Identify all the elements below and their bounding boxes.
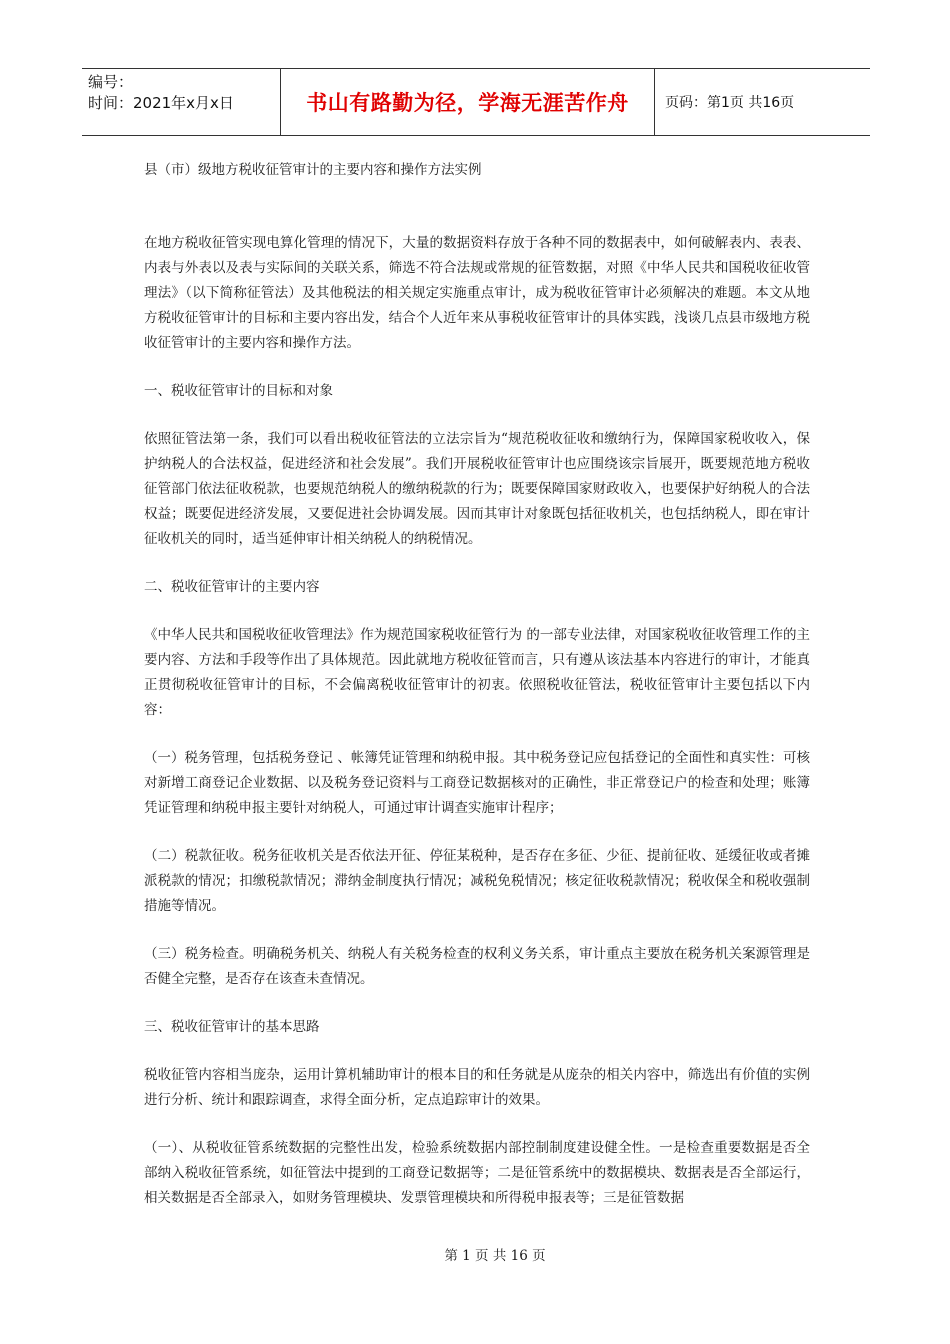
section-heading: 三、税收征管审计的基本思路 bbox=[144, 1019, 320, 1035]
page-footer-number: 第 1 页 共 16 页 bbox=[444, 1248, 546, 1264]
paragraph: （三）税务检查。明确税务机关、纳税人有关税务检查的权利义务关系，审计重点主要放在税务机关案源管理是否健全完整，是否存在该查未查情况。 bbox=[144, 946, 810, 987]
paragraph: （一）、从税收征管系统数据的完整性出发，检验系统数据内部控制制度建设健全性。一是检查重要数据是否全部纳入税收征管系统，如征管法中提到的工商登记数据等；二是征管系统中的数据模块、数据表是否全部运行，相关数据是否全部录入，如财务管理模块、发票管理模块和所得税申报表等；三是征管数据 bbox=[144, 1140, 810, 1206]
number-label: 编号： bbox=[88, 73, 134, 91]
document-body bbox=[144, 231, 810, 1234]
section-heading: 一、税收征管审计的目标和对象 bbox=[144, 383, 333, 399]
paragraph: 《中华人民共和国税收征收管理法》作为规范国家税收征管行为 的一部专业法律，对国家税收征收管理工作的主要内容、方法和手段等作出了具体规范。因此就地方税收征管而言，只有遵从该法基本内容进行的审计，才能真正贯彻税收征管审计的目标，不会偏离税收征管审计的初衷。依照税收征管法，税收征管审计主要包括以下内容： bbox=[144, 627, 810, 718]
header-motto: 书山有路勤为径，学海无涯苦作舟 bbox=[281, 69, 655, 135]
paragraph: 在地方税收征管实现电算化管理的情况下，大量的数据资料存放于各种不同的数据表中，如何破解表内、表表、内表与外表以及表与实际间的关联关系，筛选不符合法规或常规的征管数据，对照《中华人民共和国税收征收管理法》（以下简称征管法）及其他税法的相关规定实施重点审计，成为税收征管审计必须解决的难题。本文从地方税收征管审计的目标和主要内容出发，结合个人近年来从事税收征管审计的具体实践，浅谈几点县市级地方税收征管审计的主要内容和操作方法。 bbox=[144, 235, 810, 351]
paragraph: （二）税款征收。税务征收机关是否依法开征、停征某税种，是否存在多征、少征、提前征收、延缓征收或者摊派税款的情况；扣缴税款情况；滞纳金制度执行情况；减税免税情况；核定征收税款情况；税收保全和税收强制措施等情况。 bbox=[144, 848, 810, 914]
header-page-info: 页码：第1页 共16页 bbox=[665, 95, 795, 111]
date-label: 时间：2021年x月x日 bbox=[88, 94, 234, 112]
document-title: 县（市）级地方税收征管审计的主要内容和操作方法实例 bbox=[144, 162, 482, 178]
section-heading: 二、税收征管审计的主要内容 bbox=[144, 579, 320, 595]
header-meta-cell bbox=[82, 69, 281, 135]
paragraph: 税收征管内容相当庞杂，运用计算机辅助审计的根本目的和任务就是从庞杂的相关内容中，筛选出有价值的实例进行分析、统计和跟踪调查，求得全面分析，定点追踪审计的效果。 bbox=[144, 1067, 810, 1108]
paragraph: （一）税务管理，包括税务登记 、帐簿凭证管理和纳税申报。其中税务登记应包括登记的全面性和真实性：可核对新增工商登记企业数据、以及税务登记资料与工商登记数据核对的正确性，非正常登记户的检查和处理；账簿凭证管理和纳税申报主要针对纳税人，可通过审计调查实施审计程序； bbox=[144, 750, 810, 816]
paragraph: 依照征管法第一条，我们可以看出税收征管法的立法宗旨为“规范税收征收和缴纳行为，保障国家税收收入，保护纳税人的合法权益，促进经济和社会发展”。我们开展税收征管审计也应围绕该宗旨展开，既要规范地方税收征管部门依法征收税款，也要规范纳税人的缴纳税款的行为；既要保障国家财政收入，也要保护好纳税人的合法权益；既要促进经济发展，又要促进社会协调发展。因而其审计对象既包括征收机关，也包括纳税人，即在审计征收机关的同时，适当延伸审计相关纳税人的纳税情况。 bbox=[144, 431, 810, 547]
page-header bbox=[82, 68, 870, 136]
